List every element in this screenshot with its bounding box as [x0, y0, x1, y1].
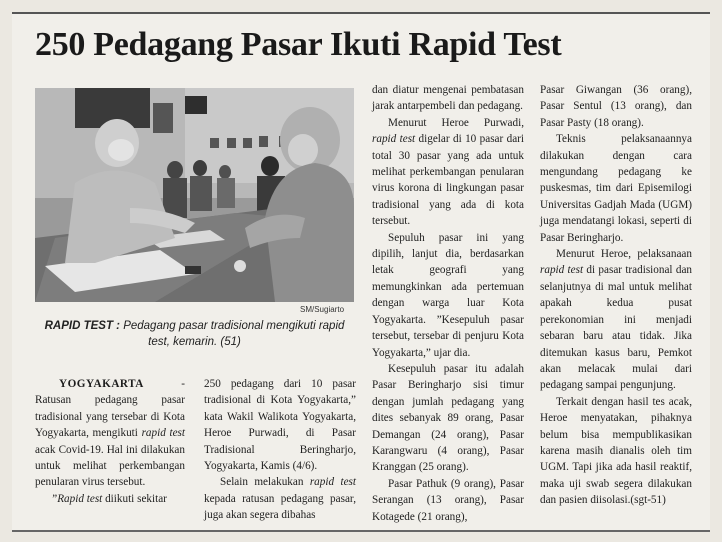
- dateline: YOGYAKARTA: [59, 378, 144, 390]
- column1-paragraph1: [35, 376, 185, 491]
- column1-italic: rapid test: [141, 427, 186, 440]
- column4-paragraph3: [540, 246, 692, 394]
- column3-paragraph2: [372, 115, 524, 230]
- column3-paragraph5: Pasar Pathuk (9 orang), Pasar Serangan (13 orang), Pasar Kotagede (21 orang),: [372, 477, 524, 523]
- column3-paragraph1: dan diatur mengenai pembatasan jarak antarpembeli dan pedagang.: [372, 84, 524, 113]
- column1-quote-italic: ”Rapid test: [51, 492, 103, 505]
- article-column-1: [35, 376, 185, 507]
- column2-paragraph2: [204, 474, 356, 523]
- column2-paragraph1: 250 pedagang dari 10 pasar tradisional di Kota Yogyakarta,” kata Wakil Walikota Yogyakarta, Heroe Purwadi, di Pasar Tradisional Beringharjo, Yogyakarta, Kamis (4/6).: [204, 378, 356, 473]
- photo-credit: SM/Sugiarto: [300, 305, 345, 314]
- column3-italic: rapid test: [372, 133, 416, 146]
- column4-italic: rapid test: [540, 264, 584, 277]
- column3-text-b: digelar di 10 pasar dari total 30 pasar yang ada untuk melihat perkembangan penularan virus korona di lingkungan pasar tradisional yang ada di kota tersebut.: [372, 133, 525, 228]
- column2-text-b: kepada ratusan pedagang pasar, juga akan segera dibahas: [204, 492, 356, 522]
- column1-text-a: Ratusan pedagang pasar tradisional yang tersebar di Kota Yogyakarta, mengikuti: [35, 394, 185, 440]
- column4-text-b: di pasar tradisional dan selanjutnya di mal untuk melihat apakah kedua pusat perekonomian ini menjadi sebaran baru atau tidak. Jika ditemukan kasus baru, Pemkot akan melacak mulai dari pedagang sampai pengunjung.: [540, 264, 693, 392]
- headline: 250 Pedagang Pasar Ikuti Rapid Test: [35, 26, 562, 63]
- column3-text-a: Menurut Heroe Purwadi,: [388, 116, 524, 129]
- caption-lead: RAPID TEST :: [44, 320, 120, 332]
- column4-paragraph2: Teknis pelaksanaannya dilakukan dengan cara mengundang pedagang ke puskesmas, tim dari Episemilogi Universitas Gadjah Mada (UGM) juga mendatangi lokasi, seperti di Pasar Beringharjo.: [540, 133, 692, 244]
- column4-text-a: Menurut Heroe, pelaksanaan: [556, 248, 692, 261]
- photo-illustration: [35, 88, 354, 302]
- article-column-4: [540, 82, 692, 509]
- news-photo: [35, 88, 354, 302]
- article-column-2: [204, 376, 356, 524]
- column3-paragraph3: Sepuluh pasar ini yang dipilih, lanjut dia, berdasarkan letak geografi yang memungkinkan ada pertemuan dengan warga luar Kota Yogyakarta. ”Kesepuluh pasar tersebut, tersebar di penjuru Kota Yogyakarta,” ujar dia.: [372, 231, 524, 359]
- column4-paragraph1: Pasar Giwangan (36 orang), Pasar Sentul (13 orang), dan Pasar Pasty (18 orang).: [540, 84, 692, 129]
- column3-paragraph4: Kesepuluh pasar itu adalah Pasar Beringharjo sisi timur dengan jumlah pedagang yang dites sebanyak 89 orang, Pasar Demangan (24 orang), Pasar Karangwaru (4 orang), Pasar Kranggan (25 orang).: [372, 362, 524, 474]
- column1-quote-text: diikuti sekitar: [102, 492, 167, 505]
- article-column-3: [372, 82, 524, 525]
- dateline-dash: -: [143, 378, 185, 390]
- column4-paragraph4: Terkait dengan hasil tes acak, Heroe menyatakan, pihaknya belum bisa mempublikasikan karena masih dianalis oleh tim UGM. Tapi jika ada hasil reaktif, maka uji swab segera dilakukan dan pasien diisolasi.(sgt-51): [540, 395, 692, 507]
- column2-italic: rapid test: [309, 476, 356, 489]
- column2-text-a: Selain melakukan: [220, 476, 310, 489]
- caption-text: Pedagang pasar tradisional mengikuti rapid test, kemarin. (51): [120, 320, 345, 348]
- column1-text-b: acak Covid-19. Hal ini dilakukan untuk melihat perkembangan penularan virus tersebut.: [35, 443, 185, 489]
- column1-paragraph2: [35, 491, 185, 507]
- photo-caption: [35, 318, 354, 350]
